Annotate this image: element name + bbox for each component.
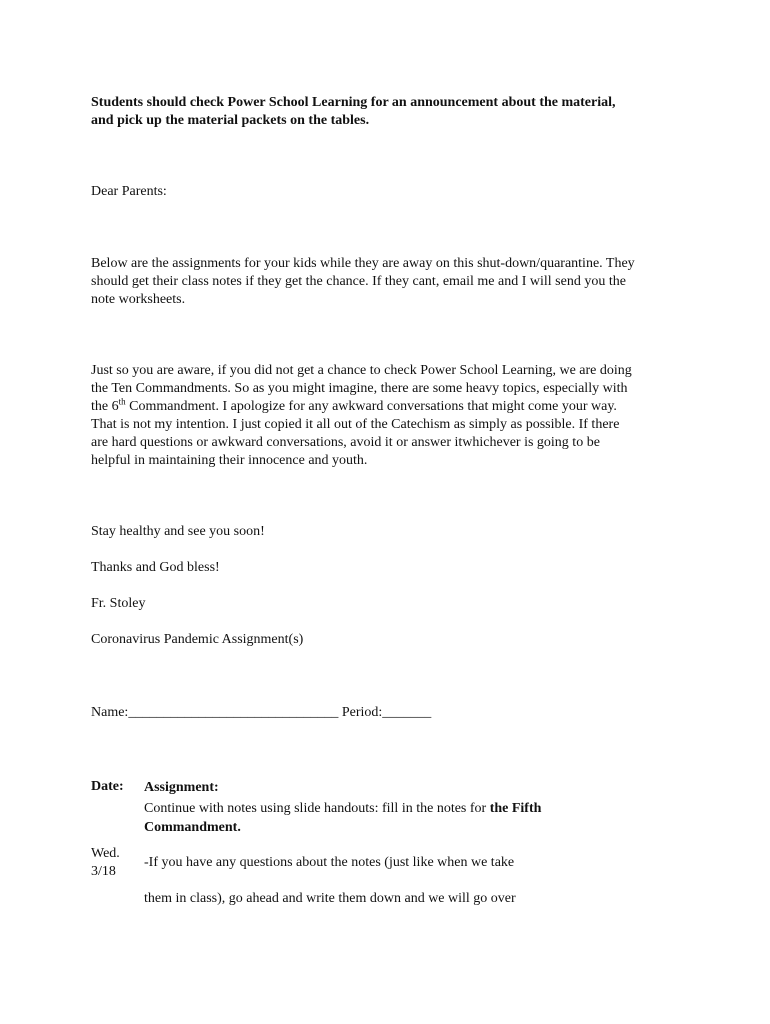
row-1-line-1-bold: the Fifth (489, 801, 542, 816)
paragraph-2-line-4: That is not my intention. I just copied it all out of the Catechism as simply as possible. If there (91, 417, 620, 432)
paragraph-2-line-3 (91, 398, 617, 416)
row-1-line-1 (144, 799, 541, 819)
ordinal-superscript: th (118, 396, 126, 407)
closing-line-1: Stay healthy and see you soon! (91, 524, 265, 539)
paragraph-2-line-1: Just so you are aware, if you did not get a chance to check Power School Learning, we are doing (91, 363, 632, 378)
paragraph-2-line-3-suffix: Commandment. I apologize for any awkward conversations that might come your way. (125, 399, 617, 414)
signature: Fr. Stoley (91, 596, 146, 611)
row-1-line-2: Commandment. (144, 820, 241, 835)
greeting: Dear Parents: (91, 184, 167, 199)
row-2-date-line-2: 3/18 (91, 864, 116, 879)
assignment-title: Coronavirus Pandemic Assignment(s) (91, 632, 304, 647)
announcement-line-1: Students should check Power School Learning for an announcement about the material, (91, 95, 616, 110)
paragraph-2-line-3-prefix: the 6 (91, 399, 119, 414)
paragraph-2-line-6: helpful in maintaining their innocence and youth. (91, 453, 368, 468)
name-period-form (91, 704, 431, 722)
paragraph-1-line-2: should get their class notes if they get the chance. If they cant, email me and I will send you the (91, 274, 626, 289)
paragraph-1-line-3: note worksheets. (91, 292, 186, 307)
row-2-line-2: them in class), go ahead and write them down and we will go over (144, 891, 516, 906)
announcement-line-2: and pick up the material packets on the tables. (91, 113, 370, 128)
name-field[interactable]: Name:______________________________ (91, 705, 339, 720)
paragraph-2-line-5: are hard questions or awkward conversations, avoid it or answer itwhichever is going to be (91, 435, 600, 450)
row-2-date-line-1: Wed. (91, 846, 120, 861)
row-1-line-1-prefix: Continue with notes using slide handouts: fill in the notes for (144, 801, 490, 816)
closing-line-2: Thanks and God bless! (91, 560, 220, 575)
table-date-header: Date: (91, 779, 124, 794)
paragraph-1-line-1: Below are the assignments for your kids while they are away on this shut-down/quarantine. They (91, 256, 635, 271)
table-assignment-header: Assignment: (144, 780, 219, 795)
row-2-line-1: -If you have any questions about the notes (just like when we take (144, 855, 515, 870)
period-field[interactable]: Period:_______ (341, 705, 432, 720)
paragraph-2-line-2: the Ten Commandments. So as you might imagine, there are some heavy topics, especially with (91, 381, 628, 396)
